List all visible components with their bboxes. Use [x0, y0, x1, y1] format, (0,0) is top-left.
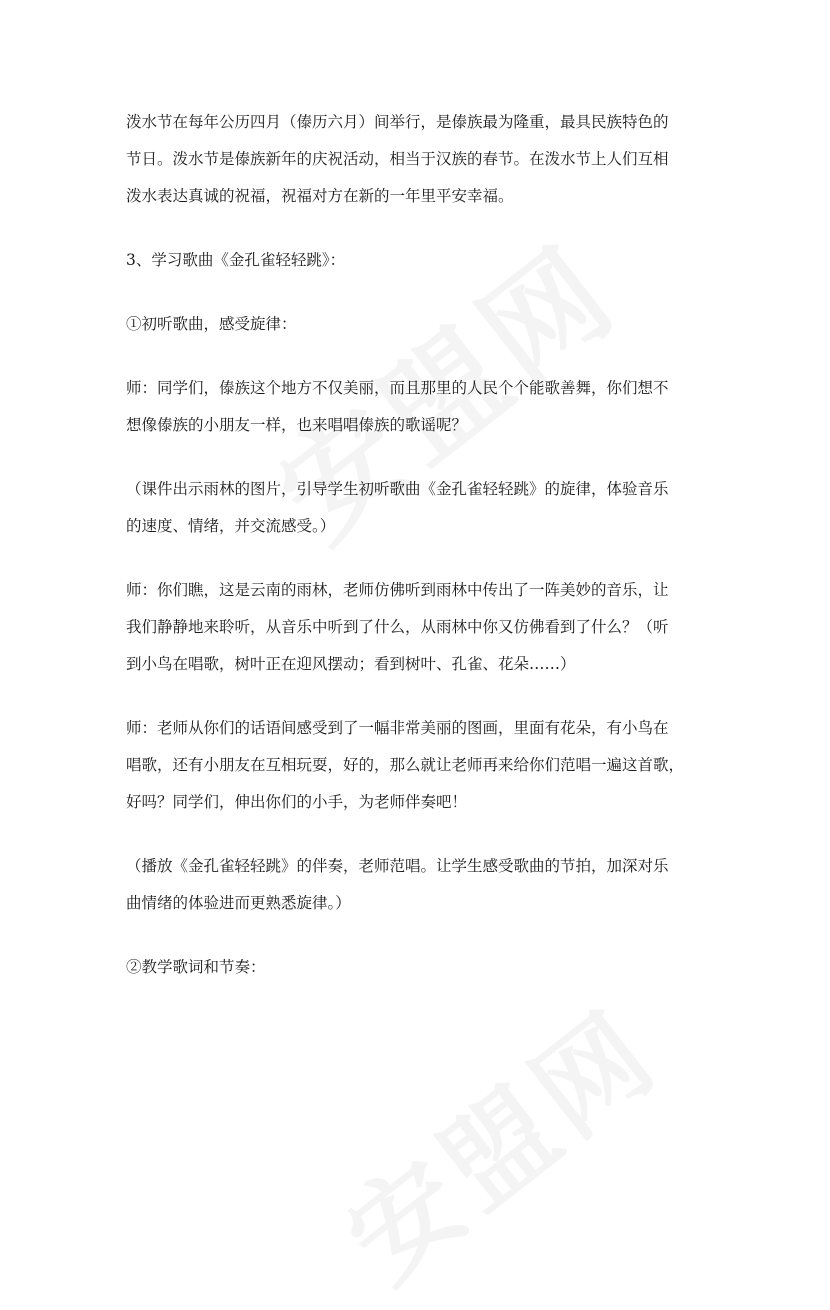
- text-line: 唱歌，还有小朋友在互相玩耍，好的，那么就让老师再来给你们范唱一遍这首歌，: [126, 756, 685, 774]
- heading-text: ②教学歌词和节奏：: [126, 958, 266, 976]
- text-line: （课件出示雨林的图片，引导学生初听歌曲《金孔雀轻轻跳》的旋律，体验音乐: [126, 480, 669, 498]
- text-line: （播放《金孔雀轻轻跳》的伴奏，老师范唱。让学生感受歌曲的节拍，加深对乐: [126, 857, 669, 875]
- text-line: 泼水表达真诚的祝福，祝福对方在新的一年里平安幸福。: [126, 187, 514, 205]
- text-line: 节日。泼水节是傣族新年的庆祝活动，相当于汉族的春节。在泼水节上人们互相: [126, 150, 669, 168]
- text-line: 师：同学们，傣族这个地方不仅美丽，而且那里的人民个个能歌善舞，你们想不: [126, 379, 669, 397]
- step-heading-lyrics-rhythm: [126, 949, 712, 986]
- text-line: 的速度、情绪，并交流感受。）: [126, 517, 336, 535]
- text-line: 到小鸟在唱歌，树叶正在迎风摆动；看到树叶、孔雀、花朵……）: [126, 655, 576, 673]
- heading-text: ①初听歌曲，感受旋律：: [126, 315, 297, 333]
- paragraph-teacher-intro: [126, 370, 712, 444]
- text-line: 师：老师从你们的话语间感受到了一幅非常美丽的图画，里面有花朵，有小鸟在: [126, 719, 669, 737]
- text-line: 泼水节在每年公历四月（傣历六月）间举行，是傣族最为隆重，最具民族特色的: [126, 113, 669, 131]
- paragraph-courseware-note: [126, 471, 712, 545]
- paragraph-water-splashing-festival: [126, 104, 712, 215]
- paragraph-teacher-sing: [126, 710, 712, 821]
- text-line: 我们静静地来聆听，从音乐中听到了什么，从雨林中你又仿佛看到了什么？（听: [126, 618, 669, 636]
- text-line: 好吗？同学们，伸出你们的小手，为老师伴奏吧！: [126, 793, 468, 811]
- watermark: [309, 968, 685, 1310]
- section-heading-learn-song: [126, 242, 712, 279]
- text-line: 曲情绪的体验进而更熟悉旋律。）: [126, 894, 351, 912]
- paragraph-teacher-rainforest: [126, 572, 712, 683]
- text-line: 想像傣族的小朋友一样，也来唱唱傣族的歌谣呢？: [126, 416, 468, 434]
- document-body: [126, 104, 712, 1013]
- paragraph-accompaniment-note: [126, 848, 712, 922]
- text-line: 师：你们瞧，这是云南的雨林，老师仿佛听到雨林中传出了一阵美妙的音乐，让: [126, 581, 669, 599]
- heading-text: 3、学习歌曲《金孔雀轻轻跳》：: [126, 251, 346, 269]
- step-heading-first-listen: [126, 306, 712, 343]
